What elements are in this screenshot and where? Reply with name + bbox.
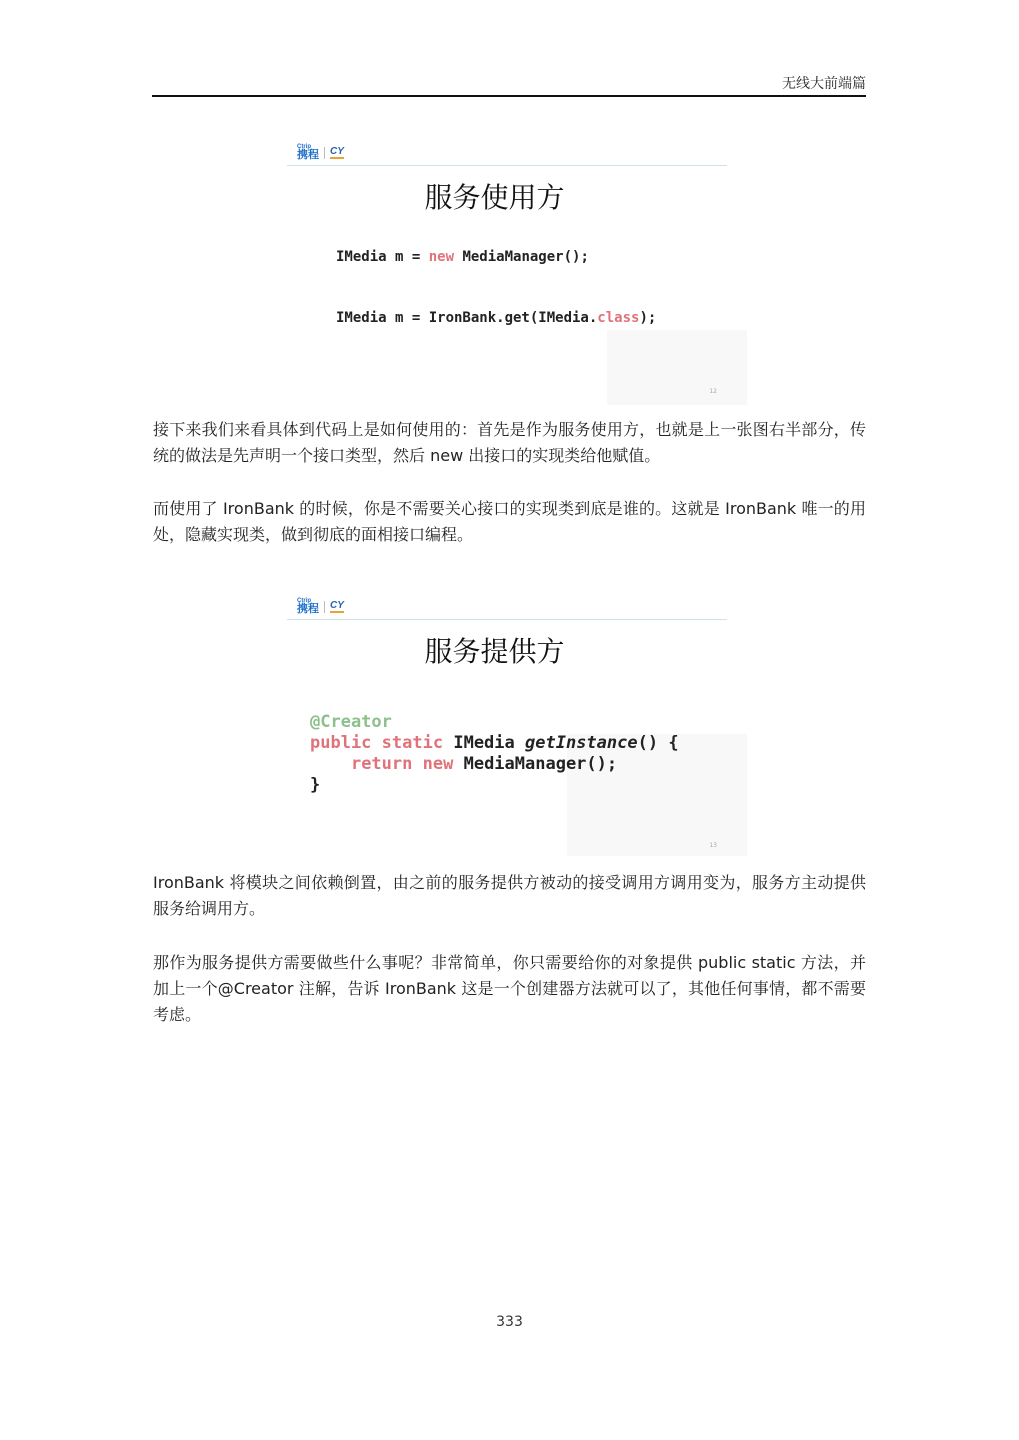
code-text: MediaManager(); xyxy=(463,754,618,774)
slide-shade xyxy=(607,330,747,405)
code-line-2 xyxy=(336,310,656,326)
header-rule xyxy=(152,95,866,97)
code-text: IMedia m = xyxy=(336,249,429,265)
code-annotation: @Creator xyxy=(310,712,392,732)
ctrip-logo xyxy=(297,144,319,161)
slide-title: 服务提供方 xyxy=(424,635,565,668)
code-keyword: static xyxy=(381,733,444,753)
logo-brand-en: Ctrip xyxy=(297,144,311,150)
slide-number: 13 xyxy=(709,842,717,849)
paragraph-2: 而使用了 IronBank 的时候，你是不需要关心接口的实现类到底是谁的。这就是 IronBank 唯一的用处，隐藏实现类，做到彻底的面相接口编程。 xyxy=(153,499,866,544)
logo-brand: 携程 xyxy=(297,149,319,161)
header-title: 无线大前端篇 xyxy=(782,76,866,92)
slide-image-service-consumer xyxy=(287,140,747,405)
paragraph-3: IronBank 将模块之间依赖倒置，由之前的服务提供方被动的接受调用方调用变为，服务方主动提供服务给调用方。 xyxy=(153,873,866,918)
code-keyword: new xyxy=(422,754,454,774)
code-text: IMedia m = IronBank.get(IMedia. xyxy=(336,310,598,326)
ctrip-logo xyxy=(297,598,319,615)
slide-logo xyxy=(297,598,344,615)
code-text: IMedia xyxy=(453,733,515,753)
code-block xyxy=(310,712,679,796)
code-text: () { xyxy=(637,733,679,753)
code-keyword: new xyxy=(428,249,455,265)
slide-rule xyxy=(287,165,727,166)
code-method: getInstance xyxy=(525,733,638,753)
logo-badge: CY xyxy=(330,145,344,157)
code-keyword: public xyxy=(310,733,372,753)
logo-brand: 携程 xyxy=(297,603,319,615)
code-text: } xyxy=(310,775,321,795)
page-number: 333 xyxy=(496,1314,523,1330)
code-text: ); xyxy=(639,310,657,326)
slide-logo xyxy=(297,144,344,161)
code-text: MediaManager(); xyxy=(454,249,589,265)
logo-badge: CY xyxy=(330,599,344,611)
logo-separator xyxy=(324,147,325,159)
slide-rule xyxy=(287,619,727,620)
logo-brand-en: Ctrip xyxy=(297,598,311,604)
code-line-1 xyxy=(336,249,589,265)
slide-image-service-provider xyxy=(287,594,747,856)
code-keyword: return xyxy=(350,754,413,774)
paragraph-4: 那作为服务提供方需要做些什么事呢？非常简单，你只需要给你的对象提供 public static 方法，并加上一个@Creator 注解，告诉 IronBank 这是一个创建器方法就可以了，其他任何事情，都不需要考虑。 xyxy=(153,953,866,1024)
slide-number: 12 xyxy=(709,388,717,395)
slide-title: 服务使用方 xyxy=(424,181,565,214)
paragraph-1: 接下来我们来看具体到代码上是如何使用的：首先是作为服务使用方，也就是上一张图右半部分，传统的做法是先声明一个接口类型，然后 new 出接口的实现类给他赋值。 xyxy=(153,420,866,465)
logo-separator xyxy=(324,601,325,613)
code-keyword: class xyxy=(597,310,640,326)
